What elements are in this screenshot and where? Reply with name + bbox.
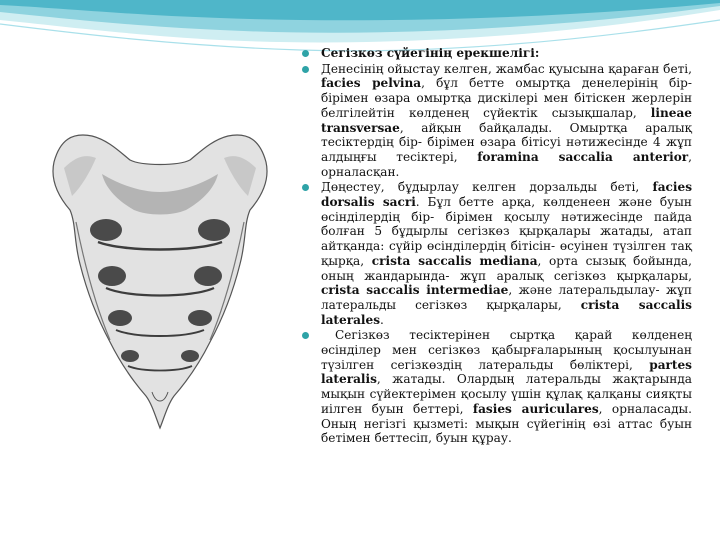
bullet-item	[300, 328, 692, 446]
latin-term: foramina saccalia anterior	[477, 149, 689, 164]
latin-term: facies dorsalis sacri	[321, 180, 692, 210]
latin-term: facies pelvina	[321, 76, 422, 91]
sacrum-bone-illustration	[24, 92, 296, 438]
latin-term: lineae transversae	[321, 105, 692, 135]
text-run: , орналасады. Оның негізгі қызметі: мықын сүйегінің өзі аттас буын бетімен беттесіп, буын құрау.	[321, 401, 693, 446]
text-run: , бұл бетте омыртқа денелерінің бір- бірімен өзара омыртқа дискілері мен бітіскен жерлерін белгілейтін көлденең сүйектік сызықшалар,	[321, 76, 692, 120]
latin-term: crista saccalis intermediae	[321, 283, 509, 298]
text-run: , және латеральдылау- жұп латеральды сегізкөз қырқалары,	[321, 283, 692, 312]
bullet-icon	[302, 66, 309, 73]
latin-term: fasies auriculares	[472, 401, 599, 416]
bullet-paragraph	[321, 62, 692, 180]
bullet-icon	[302, 332, 309, 339]
heading-bullet	[300, 46, 692, 61]
latin-term: crista saccalis laterales	[321, 297, 692, 327]
latin-term: partes lateralis	[321, 357, 692, 387]
text-run: Сегізкөз тесіктерінен сыртқа қарай көлденең өсінділер мен сегізкөз қабырғаларының қосылуынан түзілген сегізкөздің латеральды бөліктері,	[321, 328, 692, 372]
heading-text: Сегізкөз сүйегінің ерекшелігі:	[321, 46, 540, 60]
text-run: , жатады. Олардың латеральды жақтарында мықын сүйектерімен қосылу үшін құлақ қалқаны сияқты иілген буын беттері,	[321, 372, 692, 416]
bullet-item	[300, 62, 692, 180]
bullet-item	[300, 180, 692, 327]
latin-term: crista saccalis mediana	[371, 253, 538, 268]
text-run: . Бұл бетте арқа, көлденеен және буын өсінділердің бір- бірімен қосылу нәтижесінде пайда болған 5 бұдырлы сегізкөз қырқалары жатады, атап айтқанда: сүйір өсінділердің бітісін- өсуінен түзілген тақ қырқа,	[321, 195, 692, 268]
text-content	[300, 46, 692, 446]
bullet-list	[300, 62, 692, 446]
bullet-icon	[302, 184, 309, 191]
text-run: , орта сызық бойында, оның жандарында- жұп аралық сегізкөз қырқалары,	[321, 253, 692, 283]
text-run: Денесінің ойыстау келген, жамбас қуысына қараған беті,	[321, 61, 692, 76]
text-run: Дөңестеу, бұдырлау келген дорзальды беті,	[321, 180, 653, 195]
bullet-icon	[302, 50, 309, 57]
text-run: .	[380, 312, 384, 327]
text-run: , айқын байқалады. Омыртқа аралық тесіктердің бір- бірімен өзара бітісуі нәтижесінде 4 жұп алдыңғы тесіктері,	[321, 120, 692, 164]
bullet-paragraph	[321, 180, 692, 327]
text-run: , орналасқан.	[321, 149, 692, 179]
bullet-paragraph	[321, 328, 692, 446]
